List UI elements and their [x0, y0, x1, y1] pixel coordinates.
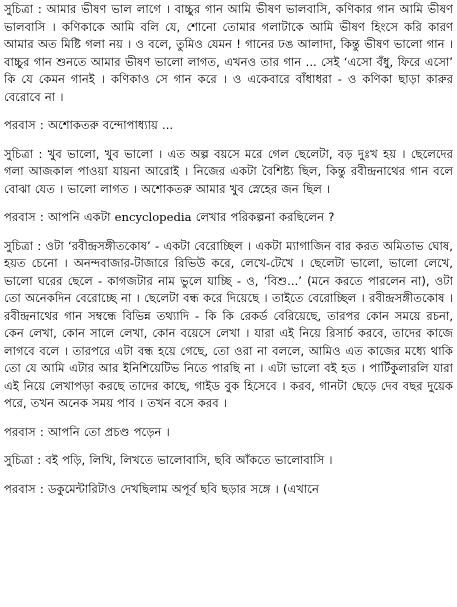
paragraph-text: বই পড়ি, লিখি, লিখতে ভালোবাসি, ছবি আঁকতে ভালোবাসি । [45, 453, 333, 467]
speaker-label: সুচিত্রা : [4, 2, 42, 16]
paragraph-parabas-4 [4, 481, 453, 499]
speaker-label: পরবাস : [4, 424, 44, 439]
speaker-label: সুচিত্রা : [4, 453, 42, 467]
paragraph-parabas-3 [4, 424, 453, 442]
paragraph-text: আমার ভীষণ ভাল লাগে । বাচ্চুর গান আমি ভীষণ ভালবাসি, কণিকার গান আমি ভীষণ ভালবাসি । কণিকাকে আমি বলি যে, শোনো তোমার গলাটাকে আমি ভীষণ হিংসে করি কারণ আমার অত মিষ্টি গলা নয় । ও বলে, তুমিও যেমন ! গানের ঢঙ আলাদা, কিন্তু ভীষণ ভালো গান । বাচ্চুর গান শুনতে আমার ভীষণ ভালো লাগত, এখনও তার গান ... সেই ‘এসো বঁধু, ফিরে এসো’ কি যে কেমন গানই । কণিকাও সে গান করে । ও একেবারে বাঁধাধরা - ও কণিকা ছাড়া কারুর বেরোবে না । [4, 2, 453, 104]
speaker-label: পরবাস : [4, 118, 44, 132]
paragraph-text-before: আপনি একটা [48, 210, 111, 224]
paragraph-text: অশোকতরু বন্দোপাধ্যায় ... [48, 118, 174, 132]
paragraph-text: আপনি তো প্রচণ্ড পড়েন । [48, 424, 170, 439]
paragraph-text: খুব ভালো, খুব ভালো । এত অল্প বয়সে মরে গেল ছেলেটা, বড় দুঃখ হয় । ছেলেদের গলা আজকাল পাওয়া যায়না আরোই । নিজের একটা বৈশিষ্ট্য ছিল, কিন্তু রবীন্দ্রনাথের গান বলে বোঝা যেত । ভালো লাগত । অশোকতরু আমার খুব স্নেহের জন ছিল । [4, 146, 453, 196]
paragraph-text-after: লেখার পরিকল্পনা করছিলেন ? [195, 210, 335, 224]
speaker-label: পরবাস : [4, 481, 44, 496]
paragraph-parabas-2 [4, 209, 453, 227]
paragraph-suchitra-3 [4, 238, 453, 413]
paragraph-text-latin: encyclopedia [114, 210, 192, 224]
paragraph-text: ডকুমেন্টারিটাও দেখছিলাম অপূর্ব ছবি ছড়ার সঙ্গে । (এখানে [48, 481, 319, 496]
speaker-label: পরবাস : [4, 210, 44, 224]
paragraph-parabas-1 [4, 117, 453, 135]
speaker-label: সুচিত্রা : [4, 146, 43, 161]
paragraph-suchitra-2 [4, 146, 453, 199]
paragraph-text: ওটা ‘রবীন্দ্রসঙ্গীতকোষ’ - একটা বেরোচ্ছিল । একটা ম্যাগাজিন বার করত অমিতাভ ঘোষ, হয়ত চেনো । অনন্দবাজার-টাজারে রিভিউ করে, লেখে-টেখে । ছেলেটা ভালো, ভালো লেখে, ভালো ঘরের ছেলে - কাগজটার নাম ভুলে যাচ্ছি - ও, ‘বিশু...’ (মনে করতে পারলেন না), ওটা তো অনেকদিন বেরোচ্ছে না । ছেলেটা বন্ধ করে দিয়েছে । তাইতে বেরোচ্ছিল । রবীন্দ্রসঙ্গীতকোষ । রবীন্দ্রনাথের গান সম্বন্ধে বিভিন্ন তথ্যাদি - কি কি রেকর্ড বেরিয়েছে, তারপর কোন সময়ে রচনা, কেন লেখা, কোন সালে লেখা, কোন বয়েসে লেখা । যারা এই নিয়ে রিসার্চ করবে, তাদের কাজে লাগবে বলে । তারপরে এটা বন্ধ হয়ে গেছে, তো ওরা না বললে, আমিও এত কাজের মধ্যে থাকি তো যে আমি এটার আর ইনিশিয়েটিভ নিতে পারছি না । এটা ভালো বই হত । পার্টিকুলারলি যারা এই নিয়ে লেখাপড়া করছে তাদের কাছে, গাইড বুক হিসেবে । করব, গানটা ছেড়ে দেব বছর দুয়েক পরে, তখন অনেক সময় পাব । তখন বসে করব । [4, 238, 453, 410]
paragraph-suchitra-1 [4, 1, 453, 106]
speaker-label: সুচিত্রা : [4, 238, 42, 253]
paragraph-suchitra-4 [4, 452, 453, 470]
interview-page [4, 1, 453, 605]
